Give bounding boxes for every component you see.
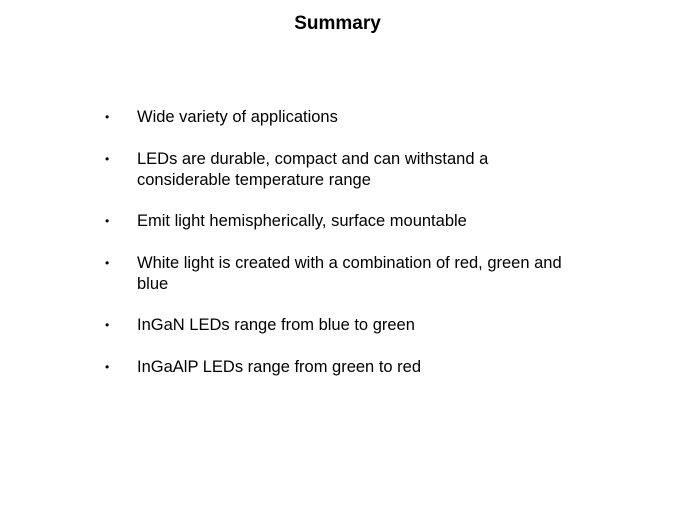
- bullet-item: [105, 107, 585, 128]
- bullet-dot-icon: •: [105, 110, 110, 124]
- bullet-dot-icon: •: [105, 214, 110, 228]
- bullet-text: White light is created with a combination of red, green and blue: [137, 253, 562, 293]
- bullet-item: [105, 211, 585, 232]
- bullet-item: [105, 315, 585, 336]
- bullet-text: Emit light hemispherically, surface mountable: [137, 212, 467, 230]
- slide-title: Summary: [294, 13, 381, 34]
- bullet-dot-icon: •: [105, 318, 110, 332]
- bullet-item: [105, 149, 585, 191]
- bullet-text: InGaN LEDs range from blue to green: [137, 316, 415, 334]
- bullet-item: [105, 357, 585, 378]
- bullet-dot-icon: •: [105, 151, 110, 166]
- bullet-dot-icon: •: [105, 255, 110, 270]
- bullet-item: [105, 253, 585, 295]
- bullet-list: [105, 107, 585, 398]
- bullet-text: LEDs are durable, compact and can withstand a considerable temperature range: [137, 149, 489, 189]
- bullet-text: InGaAlP LEDs range from green to red: [137, 357, 422, 376]
- bullet-dot-icon: •: [105, 359, 110, 374]
- bullet-text: Wide variety of applications: [137, 108, 338, 126]
